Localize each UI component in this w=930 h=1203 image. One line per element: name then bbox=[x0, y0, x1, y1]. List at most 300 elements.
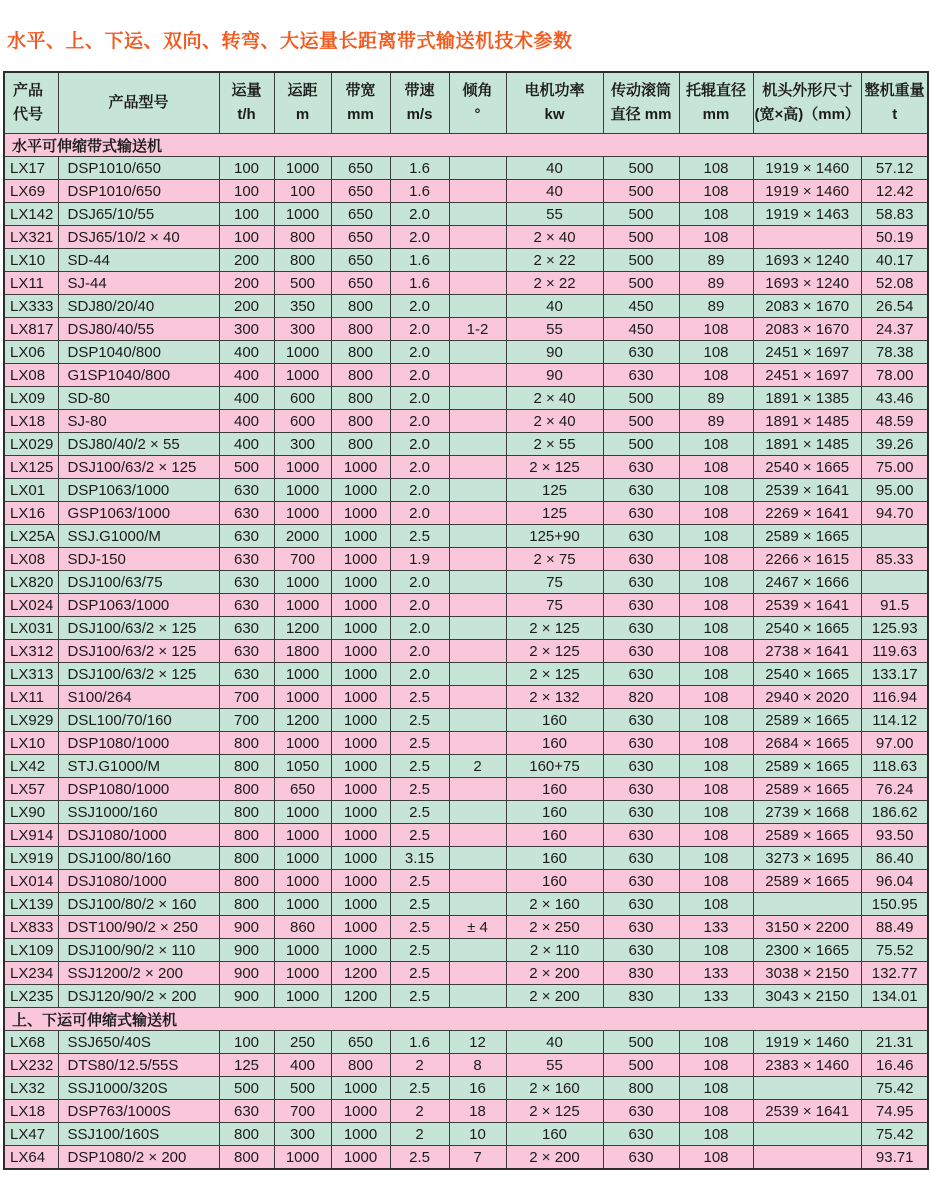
cell-roller-dia-mm: 108 bbox=[679, 640, 753, 663]
cell-head-dimensions-mm: 1891 × 1485 bbox=[753, 410, 861, 433]
header-line1: 托辊直径 bbox=[685, 82, 746, 99]
cell-incline-deg bbox=[449, 571, 506, 594]
table-row bbox=[4, 502, 928, 525]
header-line1: 运距 bbox=[287, 82, 318, 99]
cell-motor-power-kw: 2 × 160 bbox=[506, 1077, 603, 1100]
cell-drive-drum-dia-mm: 450 bbox=[603, 295, 679, 318]
cell-model: DTS80/12.5/55S bbox=[58, 1054, 219, 1077]
cell-incline-deg bbox=[449, 594, 506, 617]
cell-drive-drum-dia-mm: 630 bbox=[603, 456, 679, 479]
cell-drive-drum-dia-mm: 820 bbox=[603, 686, 679, 709]
cell-incline-deg bbox=[449, 824, 506, 847]
header-line2: mm bbox=[347, 106, 374, 123]
cell-incline-deg bbox=[449, 433, 506, 456]
cell-capacity-tph: 630 bbox=[219, 525, 274, 548]
table-row bbox=[4, 1100, 928, 1123]
cell-motor-power-kw: 90 bbox=[506, 364, 603, 387]
column-header-roller-dia-mm bbox=[679, 72, 753, 134]
table-row bbox=[4, 364, 928, 387]
cell-total-weight-t: 16.46 bbox=[861, 1054, 928, 1077]
cell-belt-width-mm: 1200 bbox=[331, 962, 390, 985]
cell-motor-power-kw: 125 bbox=[506, 502, 603, 525]
cell-incline-deg bbox=[449, 157, 506, 180]
cell-roller-dia-mm: 108 bbox=[679, 364, 753, 387]
section-header-row bbox=[4, 134, 928, 157]
cell-distance-m: 1000 bbox=[274, 502, 331, 525]
cell-product-code: LX232 bbox=[4, 1054, 58, 1077]
cell-distance-m: 1800 bbox=[274, 640, 331, 663]
cell-drive-drum-dia-mm: 630 bbox=[603, 755, 679, 778]
cell-head-dimensions-mm: 1919 × 1460 bbox=[753, 157, 861, 180]
cell-drive-drum-dia-mm: 500 bbox=[603, 1031, 679, 1054]
cell-total-weight-t: 114.12 bbox=[861, 709, 928, 732]
cell-product-code: LX32 bbox=[4, 1077, 58, 1100]
cell-total-weight-t: 50.19 bbox=[861, 226, 928, 249]
cell-drive-drum-dia-mm: 630 bbox=[603, 916, 679, 939]
cell-capacity-tph: 630 bbox=[219, 479, 274, 502]
table-row bbox=[4, 456, 928, 479]
cell-belt-width-mm: 1000 bbox=[331, 571, 390, 594]
cell-distance-m: 700 bbox=[274, 1100, 331, 1123]
cell-belt-speed-ms: 2.0 bbox=[390, 617, 449, 640]
cell-belt-speed-ms: 2.5 bbox=[390, 686, 449, 709]
cell-belt-speed-ms: 2.0 bbox=[390, 226, 449, 249]
cell-belt-speed-ms: 2.5 bbox=[390, 870, 449, 893]
cell-roller-dia-mm: 108 bbox=[679, 571, 753, 594]
cell-model: S100/264 bbox=[58, 686, 219, 709]
cell-product-code: LX333 bbox=[4, 295, 58, 318]
header-line1: 产品型号 bbox=[108, 94, 169, 111]
cell-belt-speed-ms: 2.0 bbox=[390, 502, 449, 525]
cell-head-dimensions-mm: 2451 × 1697 bbox=[753, 341, 861, 364]
cell-drive-drum-dia-mm: 630 bbox=[603, 824, 679, 847]
cell-model: SD-44 bbox=[58, 249, 219, 272]
cell-belt-speed-ms: 1.6 bbox=[390, 157, 449, 180]
cell-roller-dia-mm: 108 bbox=[679, 594, 753, 617]
cell-incline-deg: 8 bbox=[449, 1054, 506, 1077]
cell-distance-m: 1000 bbox=[274, 456, 331, 479]
cell-drive-drum-dia-mm: 630 bbox=[603, 479, 679, 502]
cell-head-dimensions-mm: 1919 × 1460 bbox=[753, 1031, 861, 1054]
cell-product-code: LX18 bbox=[4, 1100, 58, 1123]
table-row bbox=[4, 249, 928, 272]
cell-roller-dia-mm: 89 bbox=[679, 272, 753, 295]
cell-belt-width-mm: 800 bbox=[331, 341, 390, 364]
cell-product-code: LX029 bbox=[4, 433, 58, 456]
cell-distance-m: 1000 bbox=[274, 686, 331, 709]
cell-motor-power-kw: 160 bbox=[506, 824, 603, 847]
cell-total-weight-t: 119.63 bbox=[861, 640, 928, 663]
cell-total-weight-t: 26.54 bbox=[861, 295, 928, 318]
cell-model: DSP1080/2 × 200 bbox=[58, 1146, 219, 1170]
cell-belt-width-mm: 650 bbox=[331, 157, 390, 180]
cell-belt-width-mm: 1000 bbox=[331, 1077, 390, 1100]
cell-incline-deg bbox=[449, 203, 506, 226]
cell-belt-width-mm: 1000 bbox=[331, 755, 390, 778]
cell-head-dimensions-mm: 3150 × 2200 bbox=[753, 916, 861, 939]
header-line1: 带速 bbox=[404, 82, 435, 99]
cell-belt-width-mm: 1200 bbox=[331, 985, 390, 1008]
cell-roller-dia-mm: 108 bbox=[679, 479, 753, 502]
table-row bbox=[4, 226, 928, 249]
table-row bbox=[4, 939, 928, 962]
cell-distance-m: 800 bbox=[274, 226, 331, 249]
cell-total-weight-t: 21.31 bbox=[861, 1031, 928, 1054]
cell-total-weight-t: 91.5 bbox=[861, 594, 928, 617]
cell-total-weight-t: 75.52 bbox=[861, 939, 928, 962]
cell-head-dimensions-mm: 1891 × 1385 bbox=[753, 387, 861, 410]
cell-capacity-tph: 100 bbox=[219, 1031, 274, 1054]
cell-model: DSP1063/1000 bbox=[58, 479, 219, 502]
cell-motor-power-kw: 2 × 132 bbox=[506, 686, 603, 709]
cell-incline-deg: 10 bbox=[449, 1123, 506, 1146]
cell-head-dimensions-mm: 2684 × 1665 bbox=[753, 732, 861, 755]
column-header-product-code bbox=[4, 72, 58, 134]
cell-distance-m: 1000 bbox=[274, 893, 331, 916]
cell-belt-speed-ms: 2.5 bbox=[390, 962, 449, 985]
cell-distance-m: 860 bbox=[274, 916, 331, 939]
cell-roller-dia-mm: 108 bbox=[679, 1031, 753, 1054]
cell-head-dimensions-mm: 2589 × 1665 bbox=[753, 824, 861, 847]
cell-total-weight-t: 52.08 bbox=[861, 272, 928, 295]
cell-capacity-tph: 400 bbox=[219, 410, 274, 433]
cell-belt-width-mm: 650 bbox=[331, 226, 390, 249]
cell-total-weight-t: 74.95 bbox=[861, 1100, 928, 1123]
cell-product-code: LX139 bbox=[4, 893, 58, 916]
cell-incline-deg bbox=[449, 456, 506, 479]
table-row bbox=[4, 203, 928, 226]
cell-capacity-tph: 630 bbox=[219, 663, 274, 686]
cell-distance-m: 1000 bbox=[274, 847, 331, 870]
cell-model: SSJ100/160S bbox=[58, 1123, 219, 1146]
header-line1: 电机功率 bbox=[524, 82, 585, 99]
cell-head-dimensions-mm: 2540 × 1665 bbox=[753, 617, 861, 640]
header-line2: kw bbox=[544, 106, 565, 123]
table-row bbox=[4, 410, 928, 433]
cell-belt-width-mm: 650 bbox=[331, 203, 390, 226]
cell-capacity-tph: 400 bbox=[219, 387, 274, 410]
cell-distance-m: 1000 bbox=[274, 1146, 331, 1170]
cell-model: DSJ80/40/2 × 55 bbox=[58, 433, 219, 456]
cell-motor-power-kw: 2 × 250 bbox=[506, 916, 603, 939]
cell-model: SJ-44 bbox=[58, 272, 219, 295]
cell-incline-deg bbox=[449, 410, 506, 433]
cell-product-code: LX57 bbox=[4, 778, 58, 801]
cell-model: SSJ1000/320S bbox=[58, 1077, 219, 1100]
cell-belt-speed-ms: 2.5 bbox=[390, 778, 449, 801]
cell-capacity-tph: 400 bbox=[219, 364, 274, 387]
cell-model: DSJ100/63/2 × 125 bbox=[58, 640, 219, 663]
cell-belt-width-mm: 1000 bbox=[331, 916, 390, 939]
cell-roller-dia-mm: 108 bbox=[679, 456, 753, 479]
cell-drive-drum-dia-mm: 630 bbox=[603, 778, 679, 801]
cell-product-code: LX11 bbox=[4, 272, 58, 295]
cell-head-dimensions-mm: 2738 × 1641 bbox=[753, 640, 861, 663]
table-row bbox=[4, 548, 928, 571]
cell-capacity-tph: 700 bbox=[219, 686, 274, 709]
cell-belt-speed-ms: 2.5 bbox=[390, 1077, 449, 1100]
cell-product-code: LX42 bbox=[4, 755, 58, 778]
cell-drive-drum-dia-mm: 630 bbox=[603, 525, 679, 548]
cell-distance-m: 1000 bbox=[274, 663, 331, 686]
table-row bbox=[4, 180, 928, 203]
cell-belt-width-mm: 1000 bbox=[331, 525, 390, 548]
cell-incline-deg bbox=[449, 525, 506, 548]
cell-belt-width-mm: 1000 bbox=[331, 1100, 390, 1123]
cell-belt-width-mm: 1000 bbox=[331, 548, 390, 571]
cell-product-code: LX08 bbox=[4, 548, 58, 571]
cell-belt-speed-ms: 2.5 bbox=[390, 824, 449, 847]
cell-model: DSJ100/63/75 bbox=[58, 571, 219, 594]
cell-product-code: LX125 bbox=[4, 456, 58, 479]
cell-total-weight-t: 24.37 bbox=[861, 318, 928, 341]
cell-drive-drum-dia-mm: 500 bbox=[603, 226, 679, 249]
cell-distance-m: 600 bbox=[274, 387, 331, 410]
cell-belt-width-mm: 1000 bbox=[331, 893, 390, 916]
cell-drive-drum-dia-mm: 830 bbox=[603, 985, 679, 1008]
cell-drive-drum-dia-mm: 630 bbox=[603, 663, 679, 686]
table-row bbox=[4, 985, 928, 1008]
cell-roller-dia-mm: 89 bbox=[679, 249, 753, 272]
cell-head-dimensions-mm: 2589 × 1665 bbox=[753, 778, 861, 801]
cell-drive-drum-dia-mm: 500 bbox=[603, 157, 679, 180]
cell-capacity-tph: 800 bbox=[219, 732, 274, 755]
cell-incline-deg bbox=[449, 640, 506, 663]
section-header-row bbox=[4, 1008, 928, 1031]
cell-belt-speed-ms: 2.5 bbox=[390, 801, 449, 824]
cell-belt-speed-ms: 2.0 bbox=[390, 387, 449, 410]
cell-belt-width-mm: 650 bbox=[331, 1031, 390, 1054]
cell-roller-dia-mm: 108 bbox=[679, 341, 753, 364]
cell-distance-m: 1000 bbox=[274, 870, 331, 893]
cell-motor-power-kw: 160 bbox=[506, 1123, 603, 1146]
cell-incline-deg bbox=[449, 732, 506, 755]
table-row bbox=[4, 433, 928, 456]
cell-roller-dia-mm: 133 bbox=[679, 916, 753, 939]
cell-head-dimensions-mm: 2540 × 1665 bbox=[753, 456, 861, 479]
cell-incline-deg: ± 4 bbox=[449, 916, 506, 939]
cell-total-weight-t: 76.24 bbox=[861, 778, 928, 801]
column-header-belt-width-mm bbox=[331, 72, 390, 134]
cell-total-weight-t: 93.71 bbox=[861, 1146, 928, 1170]
cell-belt-speed-ms: 2.5 bbox=[390, 709, 449, 732]
cell-incline-deg bbox=[449, 778, 506, 801]
section-label: 上、下运可伸缩式输送机 bbox=[4, 1008, 928, 1031]
cell-incline-deg bbox=[449, 295, 506, 318]
cell-motor-power-kw: 40 bbox=[506, 157, 603, 180]
cell-total-weight-t: 132.77 bbox=[861, 962, 928, 985]
cell-drive-drum-dia-mm: 630 bbox=[603, 939, 679, 962]
cell-roller-dia-mm: 108 bbox=[679, 157, 753, 180]
cell-distance-m: 1000 bbox=[274, 732, 331, 755]
table-row bbox=[4, 479, 928, 502]
cell-head-dimensions-mm: 2083 × 1670 bbox=[753, 295, 861, 318]
cell-drive-drum-dia-mm: 630 bbox=[603, 548, 679, 571]
table-row bbox=[4, 893, 928, 916]
cell-belt-width-mm: 1000 bbox=[331, 617, 390, 640]
cell-belt-width-mm: 1000 bbox=[331, 479, 390, 502]
cell-product-code: LX142 bbox=[4, 203, 58, 226]
cell-capacity-tph: 800 bbox=[219, 1123, 274, 1146]
cell-model: DSP1010/650 bbox=[58, 157, 219, 180]
cell-total-weight-t: 75.42 bbox=[861, 1123, 928, 1146]
cell-model: DSJ100/80/160 bbox=[58, 847, 219, 870]
cell-incline-deg bbox=[449, 709, 506, 732]
cell-head-dimensions-mm: 1919 × 1460 bbox=[753, 180, 861, 203]
cell-incline-deg bbox=[449, 893, 506, 916]
cell-head-dimensions-mm: 2467 × 1666 bbox=[753, 571, 861, 594]
cell-head-dimensions-mm: 2539 × 1641 bbox=[753, 1100, 861, 1123]
cell-total-weight-t: 57.12 bbox=[861, 157, 928, 180]
table-row bbox=[4, 732, 928, 755]
cell-drive-drum-dia-mm: 500 bbox=[603, 1054, 679, 1077]
cell-roller-dia-mm: 108 bbox=[679, 686, 753, 709]
cell-belt-width-mm: 1000 bbox=[331, 1123, 390, 1146]
cell-product-code: LX17 bbox=[4, 157, 58, 180]
cell-belt-width-mm: 800 bbox=[331, 295, 390, 318]
cell-motor-power-kw: 160 bbox=[506, 778, 603, 801]
cell-incline-deg bbox=[449, 686, 506, 709]
cell-belt-speed-ms: 2.0 bbox=[390, 203, 449, 226]
parameters-table bbox=[3, 71, 929, 1170]
cell-product-code: LX817 bbox=[4, 318, 58, 341]
cell-roller-dia-mm: 108 bbox=[679, 870, 753, 893]
cell-model: DSP1040/800 bbox=[58, 341, 219, 364]
cell-total-weight-t: 86.40 bbox=[861, 847, 928, 870]
cell-belt-width-mm: 650 bbox=[331, 249, 390, 272]
cell-motor-power-kw: 2 × 22 bbox=[506, 272, 603, 295]
cell-model: DSJ1080/1000 bbox=[58, 824, 219, 847]
cell-product-code: LX914 bbox=[4, 824, 58, 847]
cell-incline-deg bbox=[449, 801, 506, 824]
cell-capacity-tph: 100 bbox=[219, 180, 274, 203]
cell-drive-drum-dia-mm: 500 bbox=[603, 249, 679, 272]
cell-motor-power-kw: 160+75 bbox=[506, 755, 603, 778]
cell-total-weight-t: 134.01 bbox=[861, 985, 928, 1008]
cell-distance-m: 400 bbox=[274, 1054, 331, 1077]
cell-distance-m: 500 bbox=[274, 1077, 331, 1100]
cell-head-dimensions-mm: 2451 × 1697 bbox=[753, 364, 861, 387]
cell-model: DSJ100/63/2 × 125 bbox=[58, 663, 219, 686]
cell-motor-power-kw: 2 × 200 bbox=[506, 985, 603, 1008]
cell-capacity-tph: 800 bbox=[219, 755, 274, 778]
cell-belt-width-mm: 1000 bbox=[331, 709, 390, 732]
cell-capacity-tph: 800 bbox=[219, 778, 274, 801]
cell-product-code: LX64 bbox=[4, 1146, 58, 1170]
cell-incline-deg: 16 bbox=[449, 1077, 506, 1100]
column-header-distance-m bbox=[274, 72, 331, 134]
cell-belt-width-mm: 650 bbox=[331, 180, 390, 203]
cell-head-dimensions-mm: 3038 × 2150 bbox=[753, 962, 861, 985]
cell-total-weight-t: 39.26 bbox=[861, 433, 928, 456]
cell-distance-m: 1200 bbox=[274, 617, 331, 640]
cell-roller-dia-mm: 108 bbox=[679, 801, 753, 824]
cell-motor-power-kw: 40 bbox=[506, 180, 603, 203]
cell-belt-speed-ms: 2.0 bbox=[390, 663, 449, 686]
cell-belt-width-mm: 1000 bbox=[331, 847, 390, 870]
cell-belt-width-mm: 1000 bbox=[331, 456, 390, 479]
cell-drive-drum-dia-mm: 630 bbox=[603, 594, 679, 617]
cell-incline-deg bbox=[449, 962, 506, 985]
cell-head-dimensions-mm: 2739 × 1668 bbox=[753, 801, 861, 824]
cell-motor-power-kw: 2 × 40 bbox=[506, 410, 603, 433]
cell-product-code: LX235 bbox=[4, 985, 58, 1008]
cell-head-dimensions-mm: 3043 × 2150 bbox=[753, 985, 861, 1008]
header-line2: 直径 mm bbox=[610, 106, 672, 123]
cell-product-code: LX024 bbox=[4, 594, 58, 617]
cell-roller-dia-mm: 108 bbox=[679, 824, 753, 847]
cell-incline-deg bbox=[449, 663, 506, 686]
cell-product-code: LX820 bbox=[4, 571, 58, 594]
cell-distance-m: 1000 bbox=[274, 939, 331, 962]
cell-product-code: LX929 bbox=[4, 709, 58, 732]
cell-drive-drum-dia-mm: 630 bbox=[603, 571, 679, 594]
cell-drive-drum-dia-mm: 630 bbox=[603, 341, 679, 364]
cell-roller-dia-mm: 108 bbox=[679, 778, 753, 801]
cell-model: SSJ.G1000/M bbox=[58, 525, 219, 548]
cell-total-weight-t: 40.17 bbox=[861, 249, 928, 272]
table-header bbox=[4, 72, 928, 134]
cell-belt-width-mm: 800 bbox=[331, 318, 390, 341]
cell-capacity-tph: 125 bbox=[219, 1054, 274, 1077]
cell-capacity-tph: 800 bbox=[219, 824, 274, 847]
cell-belt-width-mm: 1000 bbox=[331, 502, 390, 525]
table-row bbox=[4, 272, 928, 295]
column-header-incline-deg bbox=[449, 72, 506, 134]
cell-total-weight-t: 95.00 bbox=[861, 479, 928, 502]
cell-belt-speed-ms: 2.0 bbox=[390, 433, 449, 456]
cell-total-weight-t: 88.49 bbox=[861, 916, 928, 939]
cell-capacity-tph: 800 bbox=[219, 1146, 274, 1170]
cell-motor-power-kw: 55 bbox=[506, 203, 603, 226]
cell-belt-speed-ms: 2.5 bbox=[390, 985, 449, 1008]
cell-distance-m: 300 bbox=[274, 318, 331, 341]
cell-model: DSP1063/1000 bbox=[58, 594, 219, 617]
cell-drive-drum-dia-mm: 630 bbox=[603, 870, 679, 893]
cell-incline-deg: 18 bbox=[449, 1100, 506, 1123]
cell-capacity-tph: 800 bbox=[219, 801, 274, 824]
cell-product-code: LX69 bbox=[4, 180, 58, 203]
cell-belt-speed-ms: 2.5 bbox=[390, 893, 449, 916]
cell-model: SDJ80/20/40 bbox=[58, 295, 219, 318]
cell-belt-speed-ms: 2.0 bbox=[390, 341, 449, 364]
cell-distance-m: 100 bbox=[274, 180, 331, 203]
cell-product-code: LX68 bbox=[4, 1031, 58, 1054]
cell-model: DSJ65/10/2 × 40 bbox=[58, 226, 219, 249]
cell-distance-m: 250 bbox=[274, 1031, 331, 1054]
cell-roller-dia-mm: 89 bbox=[679, 295, 753, 318]
cell-drive-drum-dia-mm: 800 bbox=[603, 1077, 679, 1100]
cell-incline-deg: 7 bbox=[449, 1146, 506, 1170]
cell-incline-deg bbox=[449, 387, 506, 410]
cell-roller-dia-mm: 133 bbox=[679, 985, 753, 1008]
cell-drive-drum-dia-mm: 630 bbox=[603, 502, 679, 525]
column-header-head-dimensions-mm bbox=[753, 72, 861, 134]
cell-motor-power-kw: 160 bbox=[506, 709, 603, 732]
cell-total-weight-t: 75.00 bbox=[861, 456, 928, 479]
cell-product-code: LX08 bbox=[4, 364, 58, 387]
cell-belt-width-mm: 1000 bbox=[331, 1146, 390, 1170]
cell-incline-deg bbox=[449, 364, 506, 387]
cell-model: DST100/90/2 × 250 bbox=[58, 916, 219, 939]
cell-head-dimensions-mm: 2266 × 1615 bbox=[753, 548, 861, 571]
cell-motor-power-kw: 55 bbox=[506, 1054, 603, 1077]
cell-capacity-tph: 630 bbox=[219, 571, 274, 594]
cell-motor-power-kw: 2 × 22 bbox=[506, 249, 603, 272]
cell-belt-speed-ms: 2.5 bbox=[390, 916, 449, 939]
table-row bbox=[4, 1123, 928, 1146]
cell-belt-speed-ms: 3.15 bbox=[390, 847, 449, 870]
